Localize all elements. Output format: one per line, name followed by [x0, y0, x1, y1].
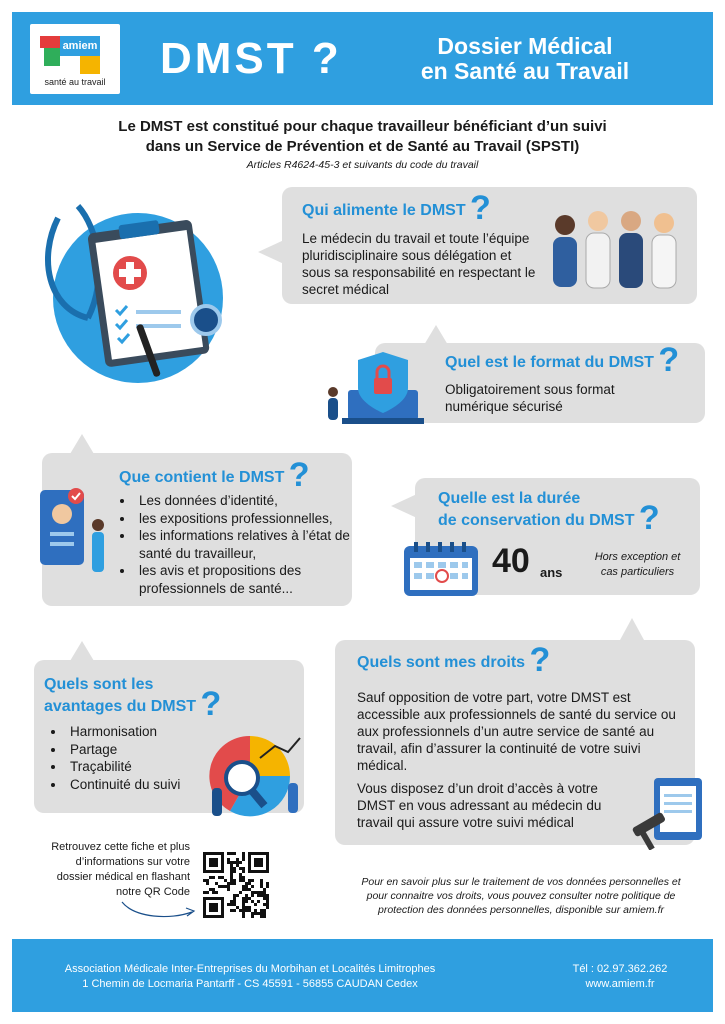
bubble-pointer	[391, 494, 417, 518]
list-item: • les expositions professionnelles,	[135, 510, 360, 528]
qui-text: Le médecin du travail et toute l’équipe pluridisciplinaire sous délégation et sous sa responsabilité en respectant le secret médical	[302, 231, 536, 297]
list-item: • Traçabilité	[66, 758, 216, 776]
logo-square-red	[40, 36, 60, 48]
list-item: • les informations relatives à l’état de santé du travailleur,	[135, 527, 360, 562]
duree-title-line2: de conservation du DMST	[438, 512, 635, 529]
question-mark-icon: ?	[658, 341, 680, 379]
intro-line1: Le DMST est constitué pour chaque travailleur bénéficiant d’un suivi	[118, 118, 607, 135]
footer-address: 1 Chemin de Locmaria Pantarff - CS 45591 - 56855 CAUDAN Cedex	[82, 978, 418, 990]
logo-brand: amiem	[60, 36, 100, 56]
droits-title: Quels sont mes droits	[357, 654, 526, 671]
security-illustration	[318, 348, 430, 426]
analytics-illustration	[200, 728, 310, 820]
avantages-title-line1: Quels sont les	[44, 676, 154, 693]
question-mark-icon: ?	[288, 456, 310, 494]
contient-title: Que contient le DMST	[119, 469, 285, 486]
duree-number: 40	[492, 542, 530, 580]
articles-reference: Articles R4624-45-3 et suivants du code du travail	[246, 159, 479, 171]
list-item: • Les données d’identité,	[135, 492, 360, 510]
list-item: • les avis et propositions des professionnels de santé...	[135, 562, 360, 597]
list-item: • Continuité du suivi	[66, 776, 216, 794]
avantages-title-line2: avantages du DMST	[44, 698, 197, 715]
logo-square-green	[44, 48, 60, 66]
logo-square-yellow	[80, 56, 100, 74]
page-title: DMST ?	[160, 34, 342, 83]
format-title: Quel est le format du DMST	[445, 354, 654, 371]
format-text: Obligatoirement sous format numérique sécurisé	[445, 382, 615, 414]
bubble-pointer	[70, 434, 94, 454]
page-subtitle	[390, 34, 660, 84]
duree-unit: ans	[540, 565, 563, 580]
duree-title-wrap	[438, 490, 688, 537]
question-mark-icon: ?	[529, 641, 551, 679]
qui-title: Qui alimente le DMST	[302, 202, 466, 219]
intro-line2: dans un Service de Prévention et de Santé au Travail (SPSTI)	[145, 138, 580, 155]
bubble-pointer	[258, 240, 284, 264]
clipboard-illustration	[28, 198, 238, 388]
duree-note: Hors exception et cas particuliers	[594, 551, 681, 578]
medical-team-illustration	[545, 205, 690, 300]
contient-title-wrap	[119, 456, 310, 494]
footer-website[interactable]: www.amiem.fr	[585, 978, 655, 990]
subtitle-line1: Dossier Médical	[437, 33, 613, 59]
droits-para2: Vous disposez d’un droit d’accès à votre DMST en vous adressant au médecin du travail qui assure votre suivi médical	[357, 781, 602, 830]
droits-title-wrap	[357, 641, 551, 679]
id-card-illustration	[34, 482, 114, 582]
bubble-pointer	[620, 618, 644, 640]
calendar-icon	[400, 540, 482, 600]
bubble-pointer	[70, 641, 94, 661]
gavel-document-illustration	[628, 770, 716, 850]
contient-list	[119, 492, 360, 597]
avantages-title-wrap	[44, 676, 284, 723]
duree-title-line1: Quelle est la durée	[438, 490, 581, 507]
list-item: • Partage	[66, 741, 216, 759]
privacy-notice: Pour en savoir plus sur le traitement de vos données personnelles et pour connaitre vos droits, vous pouvez consulter notre politique de protection des données personnelles, disponible sur amiem.fr	[361, 876, 681, 916]
logo-tagline: santé au travail	[44, 77, 106, 87]
footer-org: Association Médicale Inter-Entreprises du Morbihan et Localités Limitrophes	[64, 963, 436, 975]
avantages-list	[50, 723, 216, 793]
format-title-wrap	[445, 341, 680, 379]
footer-phone[interactable]: Tél : 02.97.362.262	[572, 963, 668, 975]
intro-text	[60, 117, 665, 157]
question-mark-icon: ?	[470, 189, 491, 227]
droits-para1: Sauf opposition de votre part, votre DMST est accessible aux professionnels de santé du service ou aux professionnels d’un autre service de santé au travail, afin d’assurer la continuité de votre suivi médical.	[357, 690, 676, 773]
question-mark-icon: ?	[200, 685, 222, 723]
qr-text: Retrouvez cette fiche et plus d’informations sur votre dossier médical en flashant notre QR Code	[51, 841, 190, 898]
arrow-icon	[120, 898, 200, 922]
bubble-pointer	[424, 325, 448, 345]
qui-title-wrap	[302, 189, 491, 227]
qr-code[interactable]	[203, 852, 269, 918]
question-mark-icon: ?	[638, 499, 660, 537]
subtitle-line2: en Santé au Travail	[420, 58, 630, 84]
footer-banner	[12, 939, 713, 1012]
list-item: • Harmonisation	[66, 723, 216, 741]
